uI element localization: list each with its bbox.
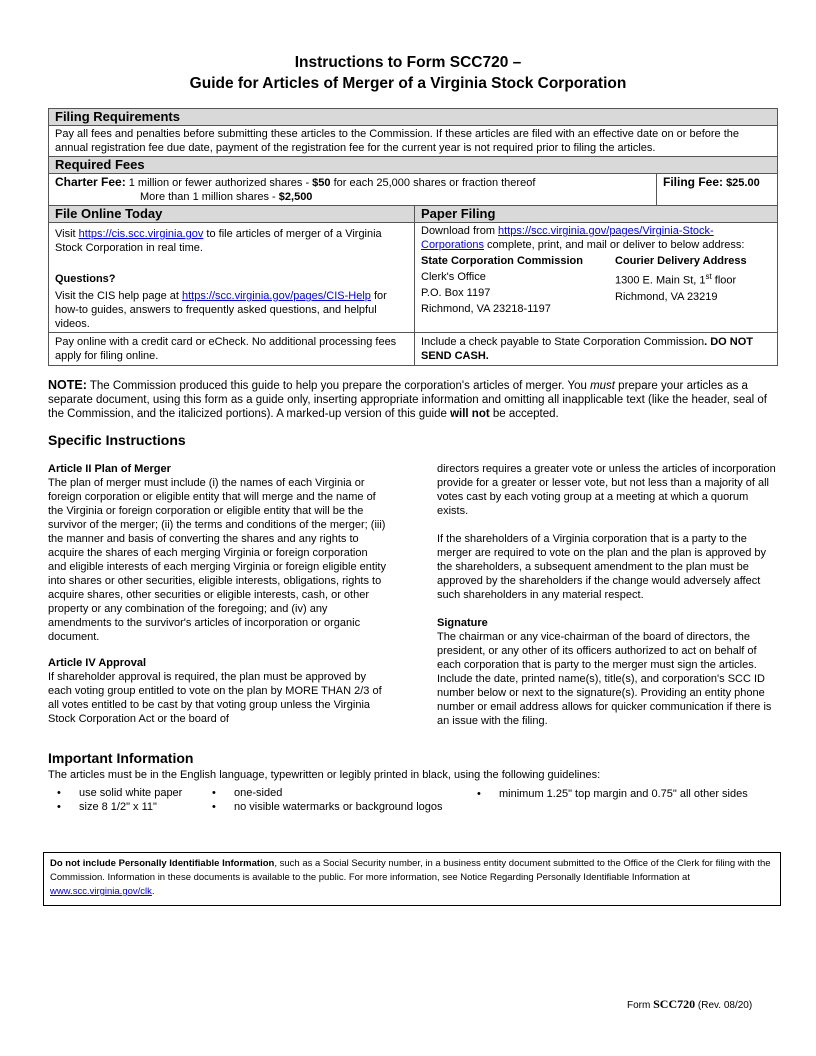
article-iv-text: If shareholder approval is required, the plan must be approved by each voting group entitled to vote on the plan by MORE THAN 2/3 of all votes entitled to be cast by that voting group unless the Virginia Stock Corporation Act or the board of xyxy=(48,671,382,725)
questions-label: Questions? xyxy=(55,273,116,285)
courier-delivery-address: Courier Delivery Address 1300 E. Main St, 1st floor Richmond, VA 23219 xyxy=(615,255,747,303)
title-line-2: Guide for Articles of Merger of a Virginia Stock Corporation xyxy=(189,75,627,92)
article-ii-title: Article II Plan of Merger xyxy=(48,463,171,475)
paper-filing-heading: Paper Filing xyxy=(415,206,778,223)
bullet-no-watermarks: • no visible watermarks or background logos xyxy=(212,801,443,813)
paper-payment-cell: Include a check payable to State Corporation Commission. DO NOT SEND CASH. xyxy=(415,333,778,366)
filing-requirements-text: Pay all fees and penalties before submitting these articles to the Commission. If these articles are filed with an effective date on or before the annual registration fee due date, payment of the registration fee for the current year is not required prior to filing the articles. xyxy=(49,126,778,157)
stock-corporations-link[interactable]: https://scc.virginia.gov/pages/Virginia-Stock-Corporations xyxy=(421,225,714,251)
note-paragraph: NOTE: The Commission produced this guide to help you prepare the corporation's articles of merger. You must prepare your articles as a separate document, using this form as a guide only, inserting appropriate information and omitting all inapplicable text (like the header, seal of the Commission, and the italicized portions). A marked-up version of this guide will not be accepted. xyxy=(48,378,767,420)
title-line-1: Instructions to Form SCC720 – xyxy=(294,54,522,71)
article-ii-text: The plan of merger must include (i) the names of each Virginia or foreign corporation or eligible entity that will merge and the name of the Virginia or foreign corporation or eligible entity that will be the survivor of the merger; (ii) the terms and conditions of the merger; (iii) the manner and basis of converting the shares and any rights to acquire the shares of each merging Virginia or foreign corporation and eligible interests of each merging Virginia or foreign eligible entity into shares or other securities, eligible interests, obligations, rights to acquire shares, other securities or eligible interests, cash, or other property or any combination of the foregoing; and (iv) any amendments to the survivor's articles of incorporation or organic document. xyxy=(48,477,386,643)
specific-right-column xyxy=(437,462,777,728)
specific-instructions-heading: Specific Instructions xyxy=(48,432,186,448)
filing-requirements-table xyxy=(48,108,778,366)
required-fees-heading: Required Fees xyxy=(49,157,778,174)
cis-help-link[interactable]: https://scc.virginia.gov/pages/CIS-Help xyxy=(182,290,371,302)
filing-requirements-heading: Filing Requirements xyxy=(49,109,778,126)
cis-link[interactable]: https://cis.scc.virginia.gov xyxy=(78,228,204,240)
amendment-text: If the shareholders of a Virginia corporation that is a party to the merger are required to vote on the plan and the plan is approved by the shareholders, a subsequent amendment to the plan must be approved by the shareholders if the change would adversely affect such shareholders in any material respect. xyxy=(437,533,766,601)
file-online-heading: File Online Today xyxy=(49,206,415,223)
article-iv-title: Article IV Approval xyxy=(48,657,147,669)
clerk-link[interactable]: www.scc.virginia.gov/clk xyxy=(50,886,152,897)
note-label: NOTE: xyxy=(48,378,87,392)
filing-fee-cell xyxy=(657,174,778,206)
file-online-cell: Visit https://cis.scc.virginia.gov to file articles of merger of a Virginia Stock Corporation in real time. Questions? Visit the CIS help page at https://scc.virginia.gov/pages/CIS-Help for how-to guides, answers to frequently asked questions, and helpful videos. xyxy=(49,223,415,333)
page-title xyxy=(0,52,816,94)
scc-mailing-address: State Corporation Commission Clerk's Office P.O. Box 1197 Richmond, VA 23218-1197 xyxy=(421,255,583,315)
filing-fee-label: Filing Fee: xyxy=(663,175,723,189)
form-code: SCC720 xyxy=(653,997,696,1011)
filing-fee-amount: $25.00 xyxy=(726,177,760,189)
pii-notice-box: Do not include Personally Identifiable Information, such as a Social Security number, in a business entity document submitted to the Office of the Clerk for filing with the Commission. Information in these documents is available to the public. For more information, see Notice Regarding Personally Identifiable Information at www.scc.virginia.gov/clk. xyxy=(43,852,781,906)
bullet-margins: • minimum 1.25" top margin and 0.75" all other sides xyxy=(477,788,748,800)
paper-filing-cell: Download from https://scc.virginia.gov/pages/Virginia-Stock-Corporations complete, print, and mail or deliver to below address: State Corporation Commission Clerk's Office P.O. Box 1197 Richmond, VA 23218-1197 Courier Delivery Address 1300 E. Main St, 1st floor Richmond, VA 23219 xyxy=(415,223,778,333)
signature-text: The chairman or any vice-chairman of the board of directors, the president, or any other of its officers authorized to act on behalf of each corporation that is party to the merger must sign the articles. Include the date, printed name(s), title(s), and corporation's SCC ID number below or next to the signature(s). Providing an entity phone number or email address allows for quicker communication if there is an issue with the filing. xyxy=(437,631,772,727)
online-payment-cell: Pay online with a credit card or eCheck. No additional processing fees apply for filing online. xyxy=(49,333,415,366)
bullet-paper-size: • size 8 1/2" x 11" xyxy=(57,801,157,813)
signature-title: Signature xyxy=(437,617,488,629)
bullet-white-paper: • use solid white paper xyxy=(57,787,183,799)
charter-fee-label: Charter Fee: xyxy=(55,175,126,189)
article-iv-continued: directors requires a greater vote or unless the articles of incorporation provide for a greater or lesser vote, but not less than a majority of all votes cast by each voting group at a meeting at which a quorum exists. xyxy=(437,463,776,517)
charter-fee-cell: Charter Fee: 1 million or fewer authorized shares - $50 for each 25,000 shares or fraction thereof More than 1 million shares - $2,500 xyxy=(49,174,657,206)
bullet-one-sided: • one-sided xyxy=(212,787,283,799)
form-footer: Form SCC720 (Rev. 08/20) xyxy=(627,997,753,1011)
important-information-text: The articles must be in the English language, typewritten or legibly printed in black, using the following guidelines: xyxy=(48,769,601,781)
specific-left-column xyxy=(48,462,388,726)
important-information-heading: Important Information xyxy=(48,750,194,766)
